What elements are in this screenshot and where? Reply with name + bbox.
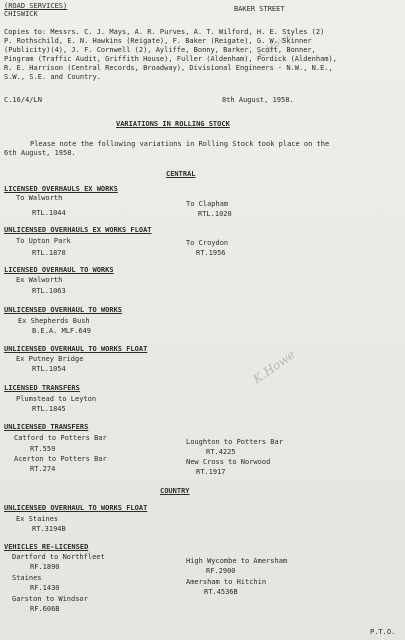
destination: To Croydon (186, 239, 229, 247)
vehicle-reg: RF.606B (30, 605, 60, 613)
vehicle-reg: B.E.A. MLF.649 (32, 327, 92, 335)
vehicle-reg: RF.1430 (30, 584, 60, 592)
subsection-heading: UNLICENSED OVERHAUL TO WORKS FLOAT (4, 345, 148, 353)
subsection-heading: LICENSED TRANSFERS (4, 384, 80, 392)
destination: High Wycombe to Amersham (186, 557, 288, 565)
vehicle-reg: RT.1917 (196, 468, 226, 476)
vehicle-reg: RF.2900 (206, 567, 236, 575)
vehicle-reg: RTL.1044 (32, 209, 66, 217)
destination: New Cross to Norwood (186, 458, 271, 466)
intro-line: Please note the following variations in Rolling Stock took place on the (30, 140, 330, 148)
from-dept: (ROAD SERVICES) (4, 2, 68, 10)
destination: To Upton Park (16, 237, 71, 245)
vehicle-reg: RTL.1870 (32, 249, 66, 257)
vehicle-reg: RT.274 (30, 465, 56, 473)
copies-line: P. Rothschild, E. N. Hawkins (Reigate), F. Baker (Reigate), G. W. Skinner (4, 37, 312, 45)
destination: To Walworth (16, 194, 63, 202)
destination: Ex Walworth (16, 276, 63, 284)
handwriting-mark: K.Howe (255, 29, 295, 62)
vehicle-reg: RT.3194B (32, 525, 66, 533)
vehicle-reg: RF.1890 (30, 563, 60, 571)
subsection-heading: LICENSED OVERHAULS EX WORKS (4, 185, 118, 193)
to-street: BAKER STREET (234, 5, 285, 13)
section-heading-central: CENTRAL (166, 170, 196, 178)
copies-line: Copies to: Messrs. C. J. Mays, A. R. Purves, A. T. Wilford, H. E. Styles (2) (4, 28, 325, 36)
destination: Ex Shepherds Bush (18, 317, 90, 325)
section-heading-country: COUNTRY (160, 487, 190, 495)
destination: Plumstead to Leyton (16, 395, 97, 403)
destination: Acerton to Potters Bar (14, 455, 107, 463)
intro-line: 6th August, 1958. (4, 149, 76, 157)
vehicle-reg: RTL.1063 (32, 287, 66, 295)
vehicle-reg: RT.4536B (204, 588, 238, 596)
vehicle-reg: RT.559 (30, 445, 56, 453)
copies-line: S.W., S.E. and Country. (4, 73, 101, 81)
destination: Amersham to Hitchin (186, 578, 267, 586)
page-turn-note: P.T.O. (370, 628, 396, 636)
destination: Catford to Potters Bar (14, 434, 107, 442)
copies-line: R. E. Harrison (Central Records, Broadway), Divisional Engineers - N.W., N.E., (4, 64, 333, 72)
reference: C.16/4/LN (4, 96, 42, 104)
subsection-heading: UNLICENSED OVERHAUL TO WORKS (4, 306, 123, 314)
subsection-heading: UNLICENSED OVERHAUL TO WORKS FLOAT (4, 504, 148, 512)
handwriting-mark: K.Howe (250, 347, 298, 387)
destination: To Clapham (186, 200, 229, 208)
destination: Loughton to Potters Bar (186, 438, 283, 446)
subsection-heading: LICENSED OVERHAUL TO WORKS (4, 266, 114, 274)
subsection-heading: VEHICLES RE-LICENSED (4, 543, 89, 551)
subsection-heading: UNLICENSED OVERHAULS EX WORKS FLOAT (4, 226, 152, 234)
vehicle-reg: RT.1956 (196, 249, 226, 257)
copies-line: (Publicity)(4), J. F. Cornwell (2), Ayliffe, Bonny, Barker, Scott, Bonner, (4, 46, 316, 54)
document-date: 8th August, 1958. (222, 96, 294, 104)
destination: Ex Staines (16, 515, 59, 523)
destination: Ex Putney Bridge (16, 355, 84, 363)
document-title: VARIATIONS IN ROLLING STOCK (116, 120, 230, 128)
vehicle-reg: RTL.1054 (32, 365, 66, 373)
destination: Garston to Windsor (12, 595, 88, 603)
subsection-heading: UNLICENSED TRANSFERS (4, 423, 89, 431)
destination: Dartford to Northfleet (12, 553, 105, 561)
destination: Staines (12, 574, 42, 582)
vehicle-reg: RTL.1020 (198, 210, 232, 218)
from-place: CHISWICK (4, 10, 38, 18)
copies-line: Pingram (Traffic Audit, Griffith House), Fuller (Aldenham), Fordick (Aldenham), (4, 55, 337, 63)
vehicle-reg: RTL.1845 (32, 405, 66, 413)
vehicle-reg: RT.4225 (206, 448, 236, 456)
